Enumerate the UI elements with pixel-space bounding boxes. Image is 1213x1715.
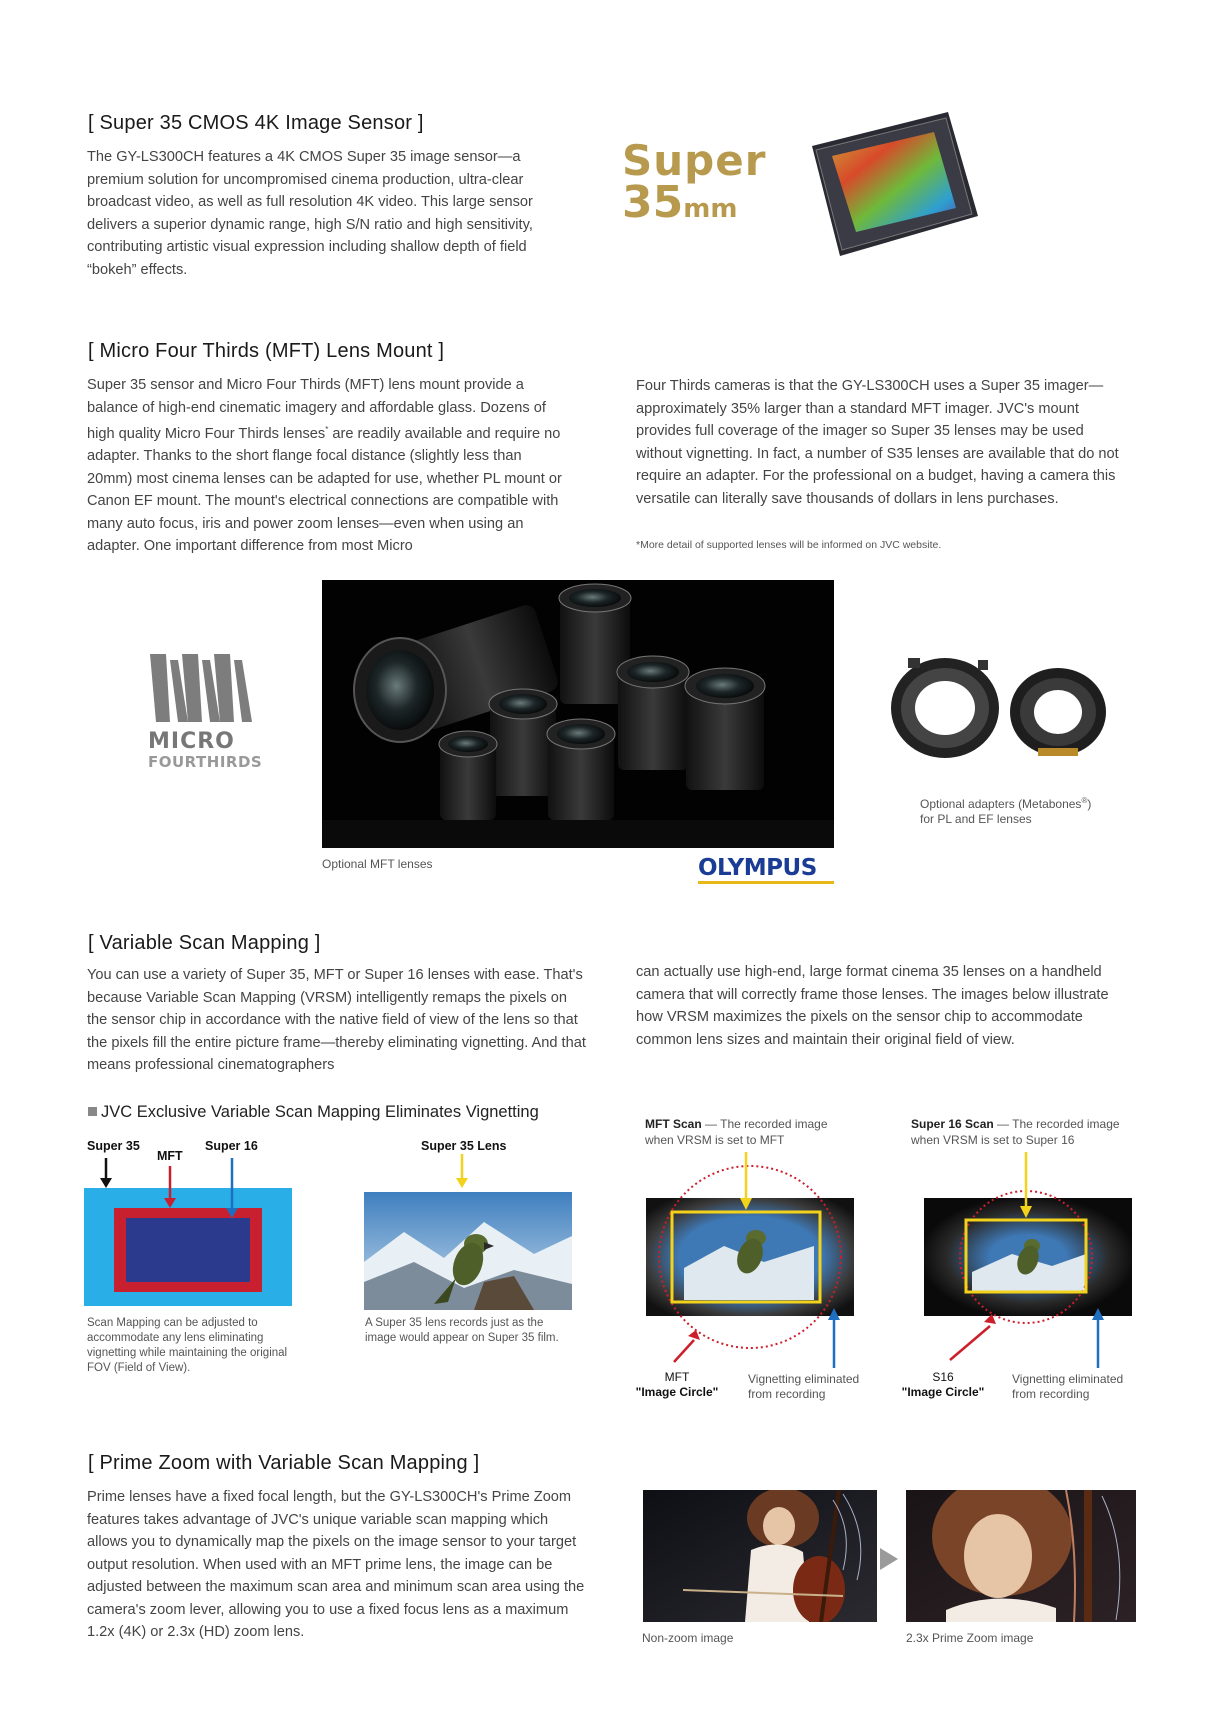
super35-logo-number: 35	[622, 177, 684, 228]
prime-zoom-heading: [ Prime Zoom with Variable Scan Mapping ]	[88, 1452, 480, 1474]
vsm-body-right: can actually use high-end, large format cinema 35 lenses on a handheld camera that will correctly frame those lenses. The images below illustrate how VRSM maximizes the pixels on the sensor chip to accommodate common lens sizes and maintain their original field of view.	[636, 964, 1109, 1048]
vsm-subheading	[88, 1103, 539, 1122]
mft-circle-label-1: MFT	[664, 1370, 690, 1384]
s16-image-circle-label	[895, 1370, 991, 1400]
arrow-up-blue-icon	[1092, 1308, 1104, 1368]
adapters-caption-line1	[920, 793, 1091, 812]
mft-body-left-asterisk: *	[325, 425, 329, 434]
prime-zoom-caption: 2.3x Prime Zoom image	[906, 1631, 1034, 1645]
mft-body-left-part2: are readily available and require no adapter. Thanks to the short flange focal distance (slightly less than 20mm) most cinema lenses can be adapted for use, whether PL mount or Canon EF mount. The mount's electrical connections are compatible with many auto focus, iris and power zoom lenses—even when using an adapter. One important difference from most Micro	[87, 425, 562, 555]
mft-circle-label-2: "Image Circle"	[635, 1385, 719, 1399]
mft-lenses-photo	[322, 580, 834, 848]
mft-lenses-caption: Optional MFT lenses	[322, 857, 433, 871]
olympus-logo	[698, 856, 836, 884]
olympus-logo-underline	[698, 881, 834, 884]
mft-scan-diagram	[644, 1150, 858, 1370]
parrot-photo-super35	[364, 1192, 572, 1310]
super35-logo-unit: mm	[683, 194, 738, 224]
mft-scan-title-rest: — The recorded image	[701, 1117, 828, 1131]
play-arrow-icon	[880, 1548, 898, 1570]
s16-vignetting-line2: from recording	[1012, 1387, 1090, 1401]
scan-mapping-diagram	[84, 1152, 294, 1308]
non-zoom-caption: Non-zoom image	[642, 1631, 734, 1645]
adapters-photo	[888, 650, 1118, 760]
s16-circle-label-2: "Image Circle"	[901, 1385, 985, 1399]
arrow-diagonal-red-icon	[950, 1314, 996, 1360]
arrow-up-blue-icon	[828, 1308, 840, 1368]
label-super16: Super 16	[205, 1139, 258, 1153]
vsm-subheading-text: JVC Exclusive Variable Scan Mapping Eliminates Vignetting	[101, 1103, 539, 1121]
sensor-heading: [ Super 35 CMOS 4K Image Sensor ]	[88, 112, 424, 134]
mft-scan-title-line2: when VRSM is set to MFT	[645, 1133, 785, 1147]
adapters-caption-close: )	[1087, 797, 1092, 811]
super16-area	[126, 1218, 250, 1282]
sensor-body: The GY-LS300CH features a 4K CMOS Super 35 image sensor—a premium solution for uncompromised cinema production, ultra-clear broadcast video, as well as full resolution 4K video. This large sensor delivers a superior dynamic range, high S/N ratio and high sensitivity, contributing artistic visual expression including shallow depth of field “bokeh” effects.	[87, 149, 533, 278]
mft-vignetting-line1: Vignetting eliminated	[748, 1372, 860, 1386]
label-super35-lens: Super 35 Lens	[421, 1139, 507, 1153]
arrow-down-black-icon	[100, 1158, 112, 1188]
mft-logo-text-line1: MICRO	[148, 729, 235, 754]
mft-image-circle-label	[629, 1370, 725, 1400]
mft-scan-title-bold: MFT Scan	[645, 1117, 702, 1131]
arrow-down-yellow-icon	[455, 1154, 469, 1190]
mft-vignetting-label	[748, 1372, 859, 1402]
micro-four-thirds-logo	[148, 652, 268, 771]
prime-zoom-body: Prime lenses have a fixed focal length, but the GY-LS300CH's Prime Zoom features takes advantage of JVC's unique variable scan mapping which allows you to dynamically map the pixels on the image sensor to your target output resolution. When used with an MFT prime lens, the image can be adjusted between the maximum scan area and minimum scan area using the camera's zoom lever, allowing you to use a fixed focus lens as a maximum 1.2x (4K) or 2.3x (HD) zoom lens.	[87, 1489, 585, 1640]
s16-scan-title-line2: when VRSM is set to Super 16	[911, 1133, 1075, 1147]
s16-circle-label-1: S16	[932, 1370, 954, 1384]
super35-logo-line1: Super	[622, 136, 767, 185]
arrow-down-yellow-icon	[740, 1152, 752, 1210]
s16-scan-title-bold: Super 16 Scan	[911, 1117, 994, 1131]
diagram-caption: Scan Mapping can be adjusted to accommodate any lens eliminating vignetting while maintaining the original FOV (Field of View).	[87, 1317, 288, 1374]
mft-logo-mark-icon	[148, 652, 258, 726]
arrow-diagonal-red-icon	[674, 1330, 700, 1362]
super35mm-logo	[622, 136, 802, 235]
registered-mark: ®	[1081, 796, 1088, 805]
adapters-caption-line2: for PL and EF lenses	[920, 812, 1032, 826]
mft-scan-title	[645, 1116, 828, 1148]
cellist-photo-non-zoom	[643, 1490, 877, 1622]
label-mft: MFT	[157, 1149, 183, 1163]
s16-vignetting-line1: Vignetting eliminated	[1012, 1372, 1124, 1386]
mft-body-left-part1: Super 35 sensor and Micro Four Thirds (MFT) lens mount provide a balance of high-end cinematic imagery and affordable glass. Dozens of high quality Micro Four Thirds lenses	[87, 377, 546, 442]
s16-scan-title	[911, 1116, 1120, 1148]
olympus-logo-text: OLYMPUS	[698, 855, 817, 881]
mft-footnote: *More detail of supported lenses will be informed on JVC website.	[636, 539, 942, 551]
s16-vignetting-label	[1012, 1372, 1123, 1402]
s16-scan-title-rest: — The recorded image	[993, 1117, 1120, 1131]
super35-lens-caption: A Super 35 lens records just as the image would appear on Super 35 film.	[365, 1317, 559, 1344]
arrow-down-yellow-icon	[1020, 1152, 1032, 1218]
sensor-chip-image	[800, 104, 980, 264]
vsm-heading: [ Variable Scan Mapping ]	[88, 932, 321, 954]
mft-body-right: Four Thirds cameras is that the GY-LS300CH uses a Super 35 imager—approximately 35% larger than a standard MFT imager. JVC's mount provides full coverage of the imager so Super 35 lenses may be used without vignetting. In fact, a number of S35 lenses are available that do not require an adapter. For the professional on a budget, having a camera this versatile can literally save thousands of dollars in lens purchases.	[636, 378, 1119, 507]
label-super35: Super 35	[87, 1139, 140, 1153]
square-bullet-icon	[88, 1107, 97, 1116]
cellist-photo-zoom	[906, 1490, 1136, 1622]
mft-body-left	[87, 374, 569, 558]
mft-heading: [ Micro Four Thirds (MFT) Lens Mount ]	[88, 340, 445, 362]
s16-scan-diagram	[922, 1150, 1136, 1370]
adapters-caption	[920, 793, 1091, 827]
adapters-caption-text: Optional adapters (Metabones	[920, 797, 1082, 811]
mft-vignetting-line2: from recording	[748, 1387, 826, 1401]
mft-logo-text-line2: FOURTHIRDS	[148, 753, 263, 771]
vsm-body-left: You can use a variety of Super 35, MFT or Super 16 lenses with ease. That's because Variable Scan Mapping (VRSM) intelligently remaps the pixels on the sensor chip in accordance with the native field of view of the lens so that the pixels fill the entire picture frame—thereby eliminating vignetting. And that means professional cinematographers	[87, 967, 586, 1073]
